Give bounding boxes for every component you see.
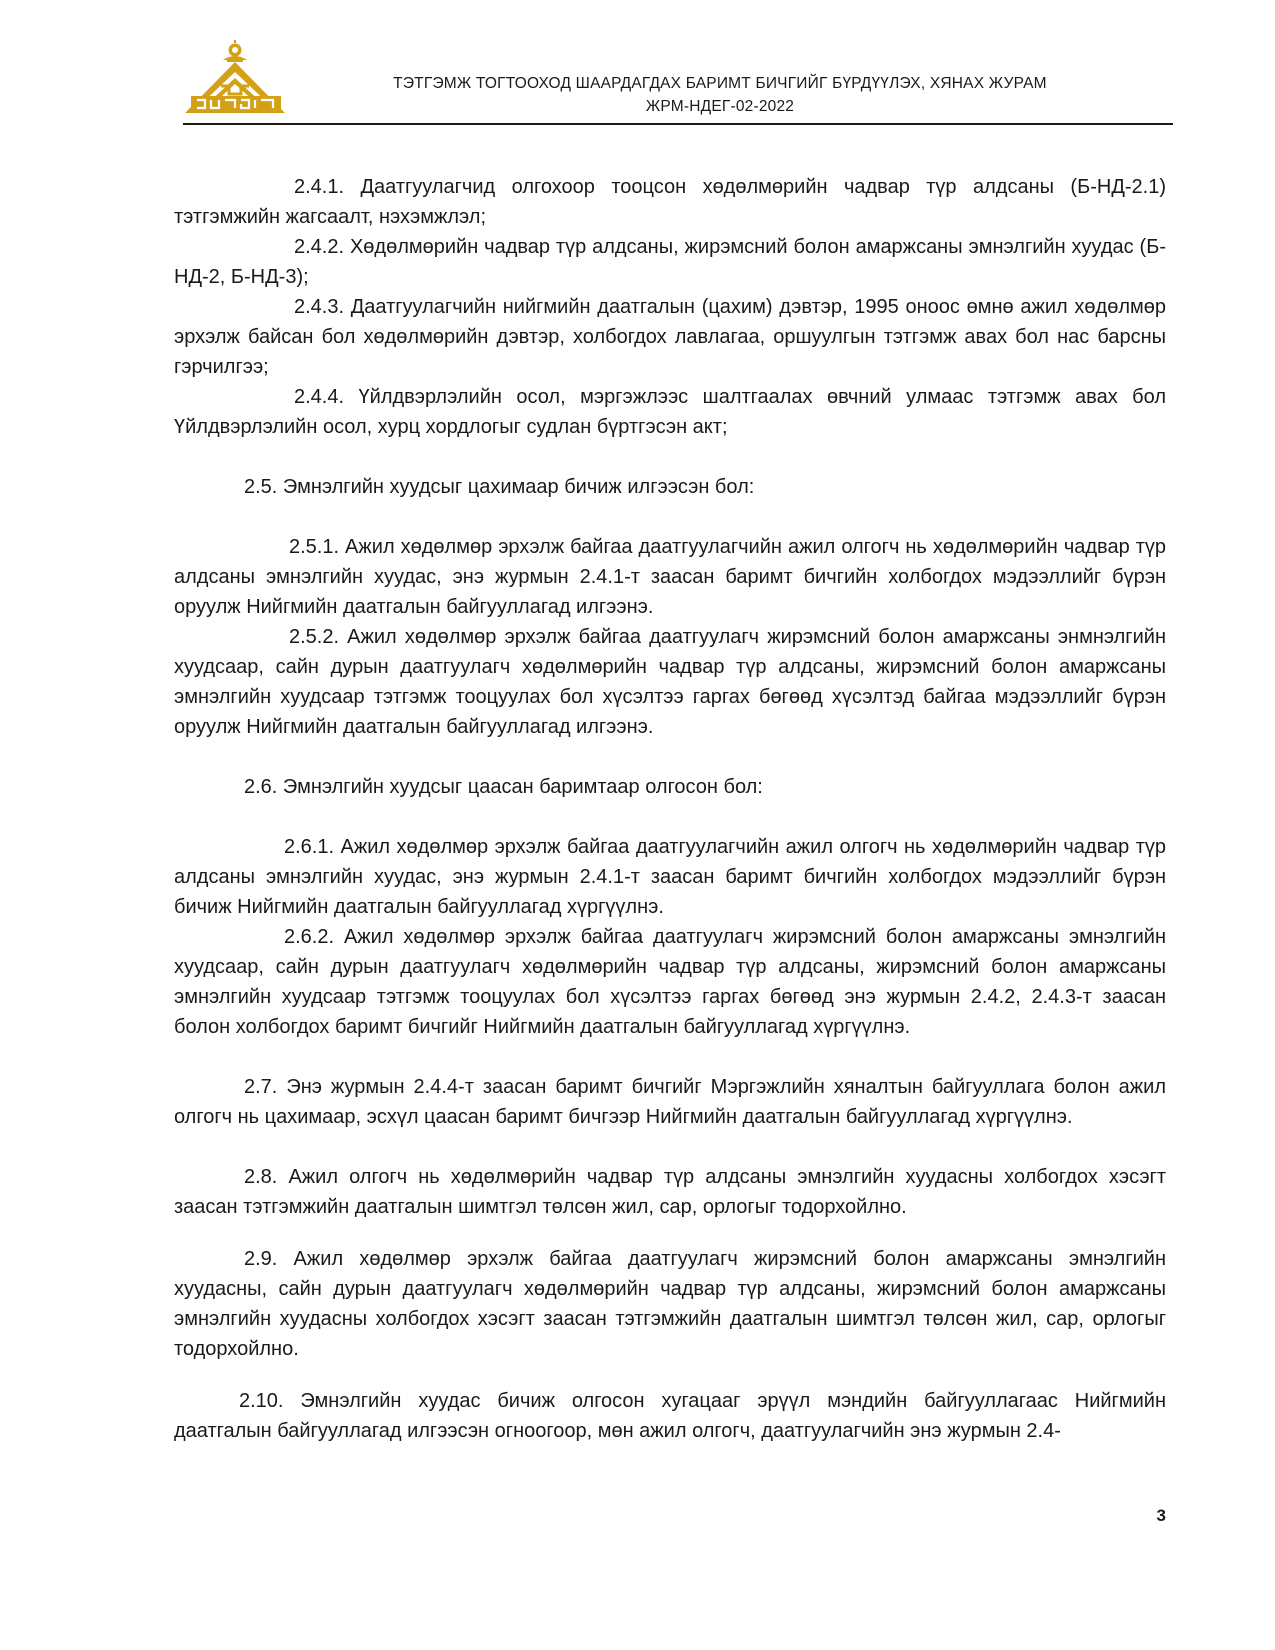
running-header	[300, 72, 1140, 118]
paragraph-2-6-2: 2.6.2. Ажил хөдөлмөр эрхэлж байгаа даатгуулагч жирэмсний болон амаржсаны эмнэлгийн хуудсаар, сайн дурын даатгуулагч хөдөлмөрийн чадвар түр алдсаны, жирэмсний болон амаржсаны эмнэлгийн хуудсаар тэтгэмж тооцуулах бол хүсэлтээ гаргах бөгөөд энэ журмын 2.4.2, 2.4.3-т заасан болон холбогдох баримт бичгийг Нийгмийн даатгалын байгууллагад хүргүүлнэ.	[174, 926, 1166, 1038]
paragraph-2-7: 2.7. Энэ журмын 2.4.4-т заасан баримт бичгийг Мэргэжлийн хяналтын байгууллага болон ажил олгогч нь цахимаар, эсхүл цаасан баримт бичгээр Нийгмийн даатгалын байгууллагад хүргүүлнэ.	[174, 1076, 1166, 1128]
paragraph-2-5: 2.5. Эмнэлгийн хуудсыг цахимаар бичиж илгээсэн бол:	[244, 476, 755, 498]
paragraph-2-6: 2.6. Эмнэлгийн хуудсыг цаасан баримтаар олгосон бол:	[244, 776, 763, 798]
ndeg-emblem-logo-icon	[183, 38, 293, 118]
header-divider	[183, 123, 1173, 125]
paragraph-2-4-3: 2.4.3. Даатгуулагчийн нийгмийн даатгалын (цахим) дэвтэр, 1995 оноос өмнө ажил хөдөлмөр эрхэлж байсан бол хөдөлмөрийн дэвтэр, холбогдох лавлагаа, оршуулгын тэтгэмж авах бол нас барсны гэрчилгээ;	[174, 296, 1166, 378]
page-number: 3	[1156, 1506, 1166, 1525]
paragraph-2-10: 2.10. Эмнэлгийн хуудас бичиж олгосон хугацааг эрүүл мэндийн байгууллагаас Нийгмийн даатгалын байгууллагад илгээсэн огноогоор, мөн ажил олгогч, даатгуулагчийн энэ журмын 2.4-	[174, 1390, 1166, 1442]
paragraph-2-8: 2.8. Ажил олгогч нь хөдөлмөрийн чадвар түр алдсаны эмнэлгийн хуудасны холбогдох хэсэгт заасан тэтгэмжийн даатгалын шимтгэл төлсөн жил, сар, орлогыг тодорхойлно.	[174, 1166, 1166, 1218]
document-title: ТЭТГЭМЖ ТОГТООХОД ШААРДАГДАХ БАРИМТ БИЧГИЙГ БҮРДҮҮЛЭХ, ХЯНАХ ЖУРАМ	[393, 75, 1047, 92]
paragraph-2-4-4: 2.4.4. Үйлдвэрлэлийн осол, мэргэжлээс шалтгаалах өвчний улмаас тэтгэмж авах бол Үйлдвэрлэлийн осол, хурц хордлогыг судлан бүртгэсэн акт;	[174, 386, 1166, 438]
paragraph-2-6-1: 2.6.1. Ажил хөдөлмөр эрхэлж байгаа даатгуулагчийн ажил олгогч нь хөдөлмөрийн чадвар түр алдсаны эмнэлгийн хуудас, энэ журмын 2.4.1-т заасан баримт бичгийн холбогдох мэдээллийг бүрэн бичиж Нийгмийн даатгалын байгууллагад хүргүүлнэ.	[174, 836, 1166, 918]
paragraph-2-5-1: 2.5.1. Ажил хөдөлмөр эрхэлж байгаа даатгуулагчийн ажил олгогч нь хөдөлмөрийн чадвар түр алдсаны эмнэлгийн хуудас, энэ журмын 2.4.1-т заасан баримт бичгийн холбогдох мэдээллийг бүрэн оруулж Нийгмийн даатгалын байгууллагад илгээнэ.	[174, 536, 1166, 618]
paragraph-2-4-1: 2.4.1. Даатгуулагчид олгохоор тооцсон хөдөлмөрийн чадвар түр алдсаны (Б-НД-2.1) тэтгэмжийн жагсаалт, нэхэмжлэл;	[174, 176, 1166, 228]
paragraph-2-9: 2.9. Ажил хөдөлмөр эрхэлж байгаа даатгуулагч жирэмсний болон амаржсаны эмнэлгийн хуудасны, сайн дурын даатгуулагч хөдөлмөрийн чадвар түр алдсаны, жирэмсний болон амаржсаны эмнэлгийн хуудасны холбогдох хэсэгт заасан тэтгэмжийн даатгалын шимтгэл төлсөн жил, сар, орлогыг тодорхойлно.	[174, 1248, 1166, 1360]
document-code: ЖРМ-НДЕГ-02-2022	[645, 98, 795, 115]
paragraph-2-4-2: 2.4.2. Хөдөлмөрийн чадвар түр алдсаны, жирэмсний болон амаржсаны эмнэлгийн хуудас (Б-НД-2, Б-НД-3);	[174, 236, 1166, 288]
paragraph-2-5-2: 2.5.2. Ажил хөдөлмөр эрхэлж байгаа даатгуулагч жирэмсний болон амаржсаны энмнэлгийн хуудсаар, сайн дурын даатгуулагч хөдөлмөрийн чадвар түр алдсаны, жирэмсний болон амаржсаны эмнэлгийн хуудсаар тэтгэмж тооцуулах бол хүсэлтээ гаргах бөгөөд хүсэлтэд байгаа мэдээллийг бүрэн оруулж Нийгмийн даатгалын байгууллагад илгээнэ.	[174, 626, 1166, 738]
document-body	[174, 172, 1166, 1446]
